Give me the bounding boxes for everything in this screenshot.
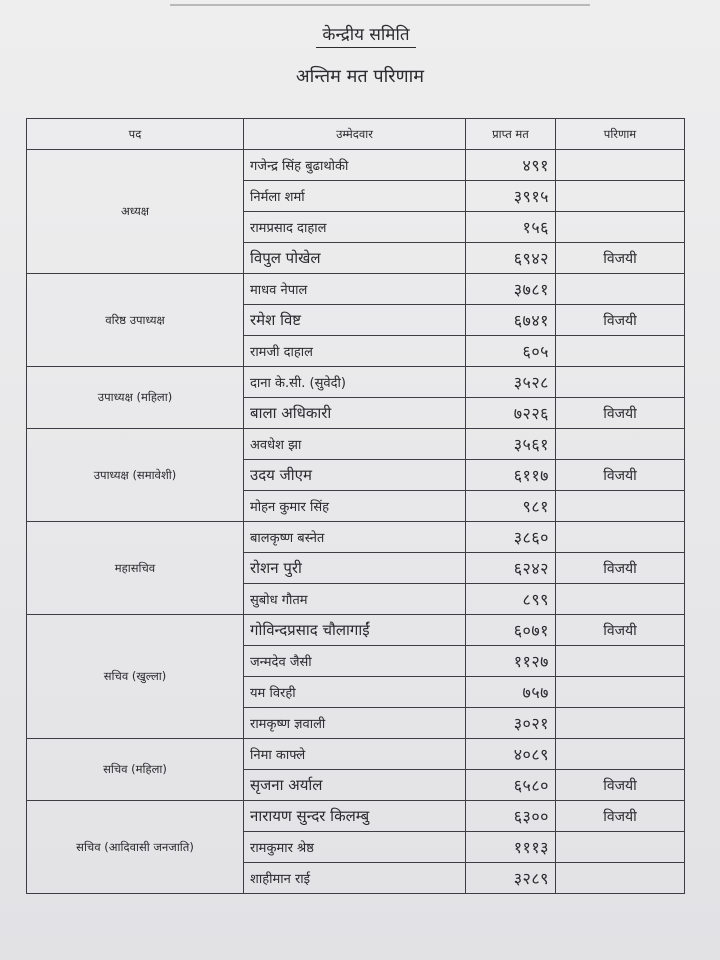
candidate-name: बालकृष्ण बस्नेत [244, 522, 466, 553]
result-status [556, 429, 685, 460]
vote-count: ३९१५ [466, 181, 556, 212]
result-status: विजयी [556, 615, 685, 646]
table-row [27, 274, 685, 305]
header-post: पद [27, 119, 244, 150]
vote-count: ६५८० [466, 770, 556, 801]
candidate-name: गोविन्दप्रसाद चौलागाईं [244, 615, 466, 646]
table-row [27, 739, 685, 770]
post-title: वरिष्ठ उपाध्यक्ष [27, 274, 244, 367]
vote-count: ६७४१ [466, 305, 556, 336]
vote-count: ६२४२ [466, 553, 556, 584]
table-row [27, 150, 685, 181]
result-status: विजयी [556, 305, 685, 336]
results-subtitle: अन्तिम मत परिणाम [295, 66, 425, 87]
header-candidate: उम्मेदवार [244, 119, 466, 150]
vote-count: ६९४२ [466, 243, 556, 274]
candidate-name: रामजी दाहाल [244, 336, 466, 367]
candidate-name: गजेन्द्र सिंह बुढाथोकी [244, 150, 466, 181]
candidate-name: शाहीमान राई [244, 863, 466, 894]
candidate-name: विपुल पोखेल [244, 243, 466, 274]
vote-count: १५६ [466, 212, 556, 243]
vote-count: ४०८९ [466, 739, 556, 770]
candidate-name: निमा काफ्ले [244, 739, 466, 770]
vote-count: १११३ [466, 832, 556, 863]
vote-count: ७५७ [466, 677, 556, 708]
table-row [27, 367, 685, 398]
result-status [556, 739, 685, 770]
vote-count: ३८६० [466, 522, 556, 553]
result-status [556, 491, 685, 522]
vote-count: ११२७ [466, 646, 556, 677]
result-status: विजयी [556, 553, 685, 584]
header-result: परिणाम [556, 119, 685, 150]
candidate-name: जन्मदेव जैसी [244, 646, 466, 677]
candidate-name: रमेश विष्ट [244, 305, 466, 336]
candidate-name: रामप्रसाद दाहाल [244, 212, 466, 243]
table-row [27, 801, 685, 832]
vote-count: ६३०० [466, 801, 556, 832]
result-status [556, 336, 685, 367]
vote-count: ६११७ [466, 460, 556, 491]
results-body [27, 150, 685, 894]
result-status [556, 677, 685, 708]
post-title: सचिव (खुल्ला) [27, 615, 244, 739]
result-status [556, 181, 685, 212]
candidate-name: मोहन कुमार सिंह [244, 491, 466, 522]
candidate-name: सुबोध गौतम [244, 584, 466, 615]
candidate-name: रोशन पुरी [244, 553, 466, 584]
candidate-name: रामकृष्ण ज्ञवाली [244, 708, 466, 739]
result-status: विजयी [556, 770, 685, 801]
table-row [27, 522, 685, 553]
table-header-row [27, 119, 685, 150]
candidate-name: नारायण सुन्दर किलम्बु [244, 801, 466, 832]
table-row [27, 429, 685, 460]
vote-count: ६०७१ [466, 615, 556, 646]
candidate-name: अवधेश झा [244, 429, 466, 460]
result-status: विजयी [556, 801, 685, 832]
result-status [556, 584, 685, 615]
candidate-name: सृजना अर्याल [244, 770, 466, 801]
header-votes: प्राप्त मत [466, 119, 556, 150]
result-status [556, 522, 685, 553]
post-title: सचिव (आदिवासी जनजाति) [27, 801, 244, 894]
post-title: उपाध्यक्ष (समावेशी) [27, 429, 244, 522]
vote-count: ३५२८ [466, 367, 556, 398]
candidate-name: निर्मला शर्मा [244, 181, 466, 212]
result-status [556, 863, 685, 894]
vote-count: ४९१ [466, 150, 556, 181]
candidate-name: दाना के.सी. (सुवेदी) [244, 367, 466, 398]
post-title: सचिव (महिला) [27, 739, 244, 801]
result-status: विजयी [556, 398, 685, 429]
candidate-name: माधव नेपाल [244, 274, 466, 305]
result-status [556, 212, 685, 243]
vote-count: ६०५ [466, 336, 556, 367]
candidate-name: यम विरही [244, 677, 466, 708]
result-status [556, 646, 685, 677]
vote-count: ३०२१ [466, 708, 556, 739]
result-status [556, 367, 685, 398]
table-row [27, 615, 685, 646]
candidate-name: बाला अधिकारी [244, 398, 466, 429]
post-title: महासचिव [27, 522, 244, 615]
result-status [556, 150, 685, 181]
candidate-name: उदय जीएम [244, 460, 466, 491]
candidate-name: रामकुमार श्रेष्ठ [244, 832, 466, 863]
committee-title: केन्द्रीय समिति [6, 22, 720, 45]
vote-count: ७२२६ [466, 398, 556, 429]
post-title: उपाध्यक्ष (महिला) [27, 367, 244, 429]
result-status [556, 708, 685, 739]
vote-count: ९८१ [466, 491, 556, 522]
vote-count: ८९९ [466, 584, 556, 615]
results-table [26, 118, 685, 894]
result-status [556, 274, 685, 305]
result-status: विजयी [556, 460, 685, 491]
result-status [556, 832, 685, 863]
vote-count: ३७८१ [466, 274, 556, 305]
vote-count: ३५६१ [466, 429, 556, 460]
cut-off-header-line [170, 0, 590, 6]
vote-count: ३२८९ [466, 863, 556, 894]
result-status: विजयी [556, 243, 685, 274]
post-title: अध्यक्ष [27, 150, 244, 274]
